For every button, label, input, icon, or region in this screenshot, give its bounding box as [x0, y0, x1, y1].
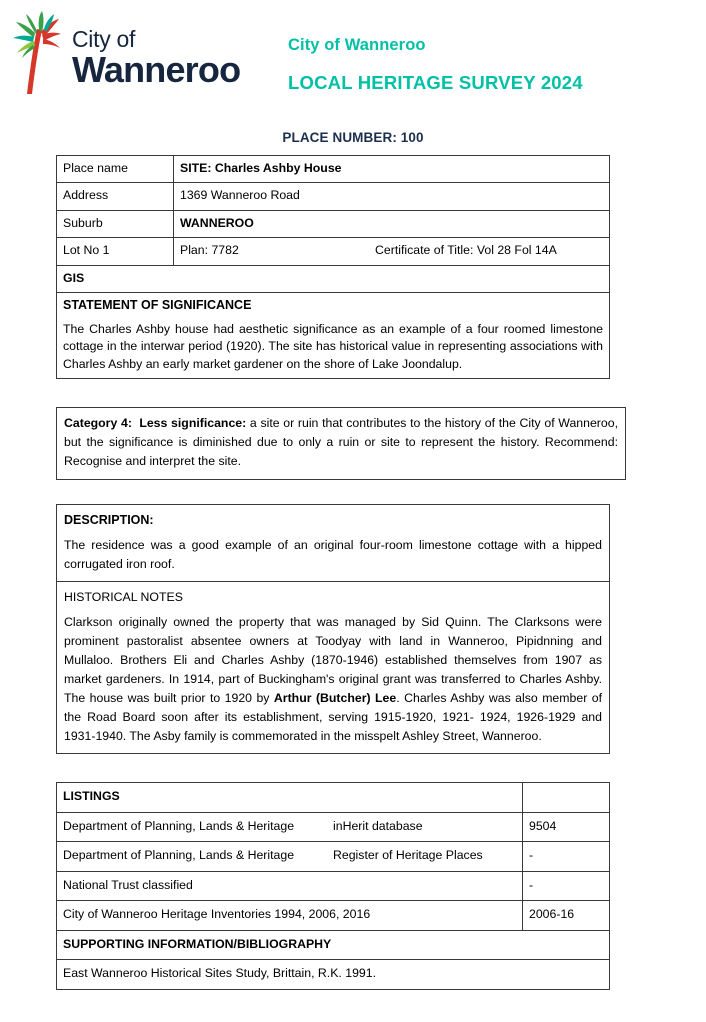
listing-value: 2006-16	[523, 901, 610, 930]
historical-notes-heading: HISTORICAL NOTES	[64, 589, 183, 604]
table-row	[57, 871, 610, 900]
row-label-suburb: Suburb	[57, 210, 174, 237]
listing-detail: Register of Heritage Places	[333, 848, 483, 863]
page-header	[0, 0, 706, 118]
row-value-place-name: SITE: Charles Ashby House	[174, 156, 610, 183]
listing-row-dplh-inherit	[57, 812, 523, 841]
description-cell	[57, 504, 610, 581]
grasstree-logo-icon	[8, 10, 70, 96]
header-titles	[288, 36, 583, 94]
table-row	[57, 901, 610, 930]
statement-of-significance-body: The Charles Ashby house had aesthetic significance as an example of a four roomed limestone cottage in the interwar period (1920). The site has historical value in representing associations with Charles Ashby an early market gardener on the shore of Lake Joondalup.	[63, 322, 603, 371]
listings-heading-value	[523, 783, 610, 812]
table-row	[57, 293, 610, 379]
listing-row-dplh-register	[57, 842, 523, 871]
table-row	[57, 238, 610, 265]
listing-agency: Department of Planning, Lands & Heritage	[63, 818, 295, 833]
category-title: Less significance:	[139, 416, 247, 431]
statement-of-significance-heading: STATEMENT OF SIGNIFICANCE	[63, 298, 252, 313]
spacer	[0, 754, 706, 782]
bibliography-entry: East Wanneroo Historical Sites Study, Brittain, R.K. 1991.	[57, 960, 610, 989]
row-value-lot-details	[174, 238, 610, 265]
description-history-table	[56, 504, 610, 755]
listing-value: 9504	[523, 812, 610, 841]
spacer	[0, 379, 706, 407]
header-title-survey: LOCAL HERITAGE SURVEY 2024	[288, 72, 583, 93]
logo-line-wanneroo: Wanneroo	[72, 49, 241, 90]
row-label-address: Address	[57, 183, 174, 210]
city-of-wanneroo-logo	[8, 10, 241, 96]
logo-line-city: City of	[72, 26, 136, 52]
table-row	[57, 783, 610, 812]
spacer	[0, 480, 706, 504]
listings-heading: LISTINGS	[57, 783, 523, 812]
listing-detail: inHerit database	[333, 818, 423, 833]
table-row	[57, 183, 610, 210]
listing-value: -	[523, 842, 610, 871]
historical-notes-part1: Clarkson originally owned the property that was managed by Sid Quinn. The Clarksons were prominent pastoralist absentee owners at Toodyay with land in Wanneroo, Pipidnning and Mullaloo. Brothers Eli and Charles Ashby (1870-1946) established themselves from 1907 as market gardeners. In 1914, part of Buckingham's original grant was transferred to Charles Ashby. The house was built prior to 1920 by	[64, 615, 602, 706]
table-row	[57, 842, 610, 871]
historical-notes-body	[64, 613, 602, 746]
row-label-gis: GIS	[57, 265, 610, 292]
row-label-lot-no: Lot No 1	[57, 238, 174, 265]
historical-notes-bold-name: Arthur (Butcher) Lee	[273, 691, 397, 706]
table-row	[57, 581, 610, 753]
listing-agency: Department of Planning, Lands & Heritage	[63, 848, 295, 863]
table-row	[57, 812, 610, 841]
statement-of-significance-cell	[57, 293, 610, 379]
listing-row-city-inventories: City of Wanneroo Heritage Inventories 1994, 2006, 2016	[57, 901, 523, 930]
table-row	[57, 930, 610, 959]
bibliography-heading: SUPPORTING INFORMATION/BIBLIOGRAPHY	[57, 930, 610, 959]
listing-value: -	[523, 871, 610, 900]
row-value-address: 1369 Wanneroo Road	[174, 183, 610, 210]
table-row	[57, 504, 610, 581]
historical-notes-cell	[57, 581, 610, 753]
row-label-place-name: Place name	[57, 156, 174, 183]
header-title-city: City of Wanneroo	[288, 36, 426, 54]
table-row	[57, 210, 610, 237]
plan-number: Plan: 7782	[180, 243, 239, 258]
place-identity-table	[56, 155, 610, 379]
category-label: Category 4:	[64, 416, 132, 431]
table-row	[57, 156, 610, 183]
certificate-of-title: Certificate of Title: Vol 28 Fol 14A	[375, 243, 557, 258]
place-number-heading: PLACE NUMBER: 100	[282, 130, 424, 145]
table-row	[57, 265, 610, 292]
listing-row-national-trust: National Trust classified	[57, 871, 523, 900]
logo-wordmark	[72, 10, 240, 88]
category-body: a site or ruin that contributes to the history of the City of Wanneroo, but the significance is diminished due to only a ruin or site to represent the history. Recommend: Recognise and interpret the site.	[64, 416, 618, 469]
description-heading: DESCRIPTION:	[64, 512, 154, 527]
description-body: The residence was a good example of an original four-room limestone cottage with a hipped corrugated iron roof.	[64, 537, 602, 571]
historical-notes-part2: . Charles Ashby was also member of the Road Board soon after its establishment, serving 1915-1920, 1921- 1924, 1926-1929 and 1931-1940. The Asby family is commemorated in the misspelt Ashley Street, Wanneroo.	[64, 691, 602, 744]
table-row	[57, 960, 610, 989]
row-value-suburb: WANNEROO	[174, 210, 610, 237]
listings-table	[56, 782, 610, 989]
category-box	[56, 407, 626, 479]
